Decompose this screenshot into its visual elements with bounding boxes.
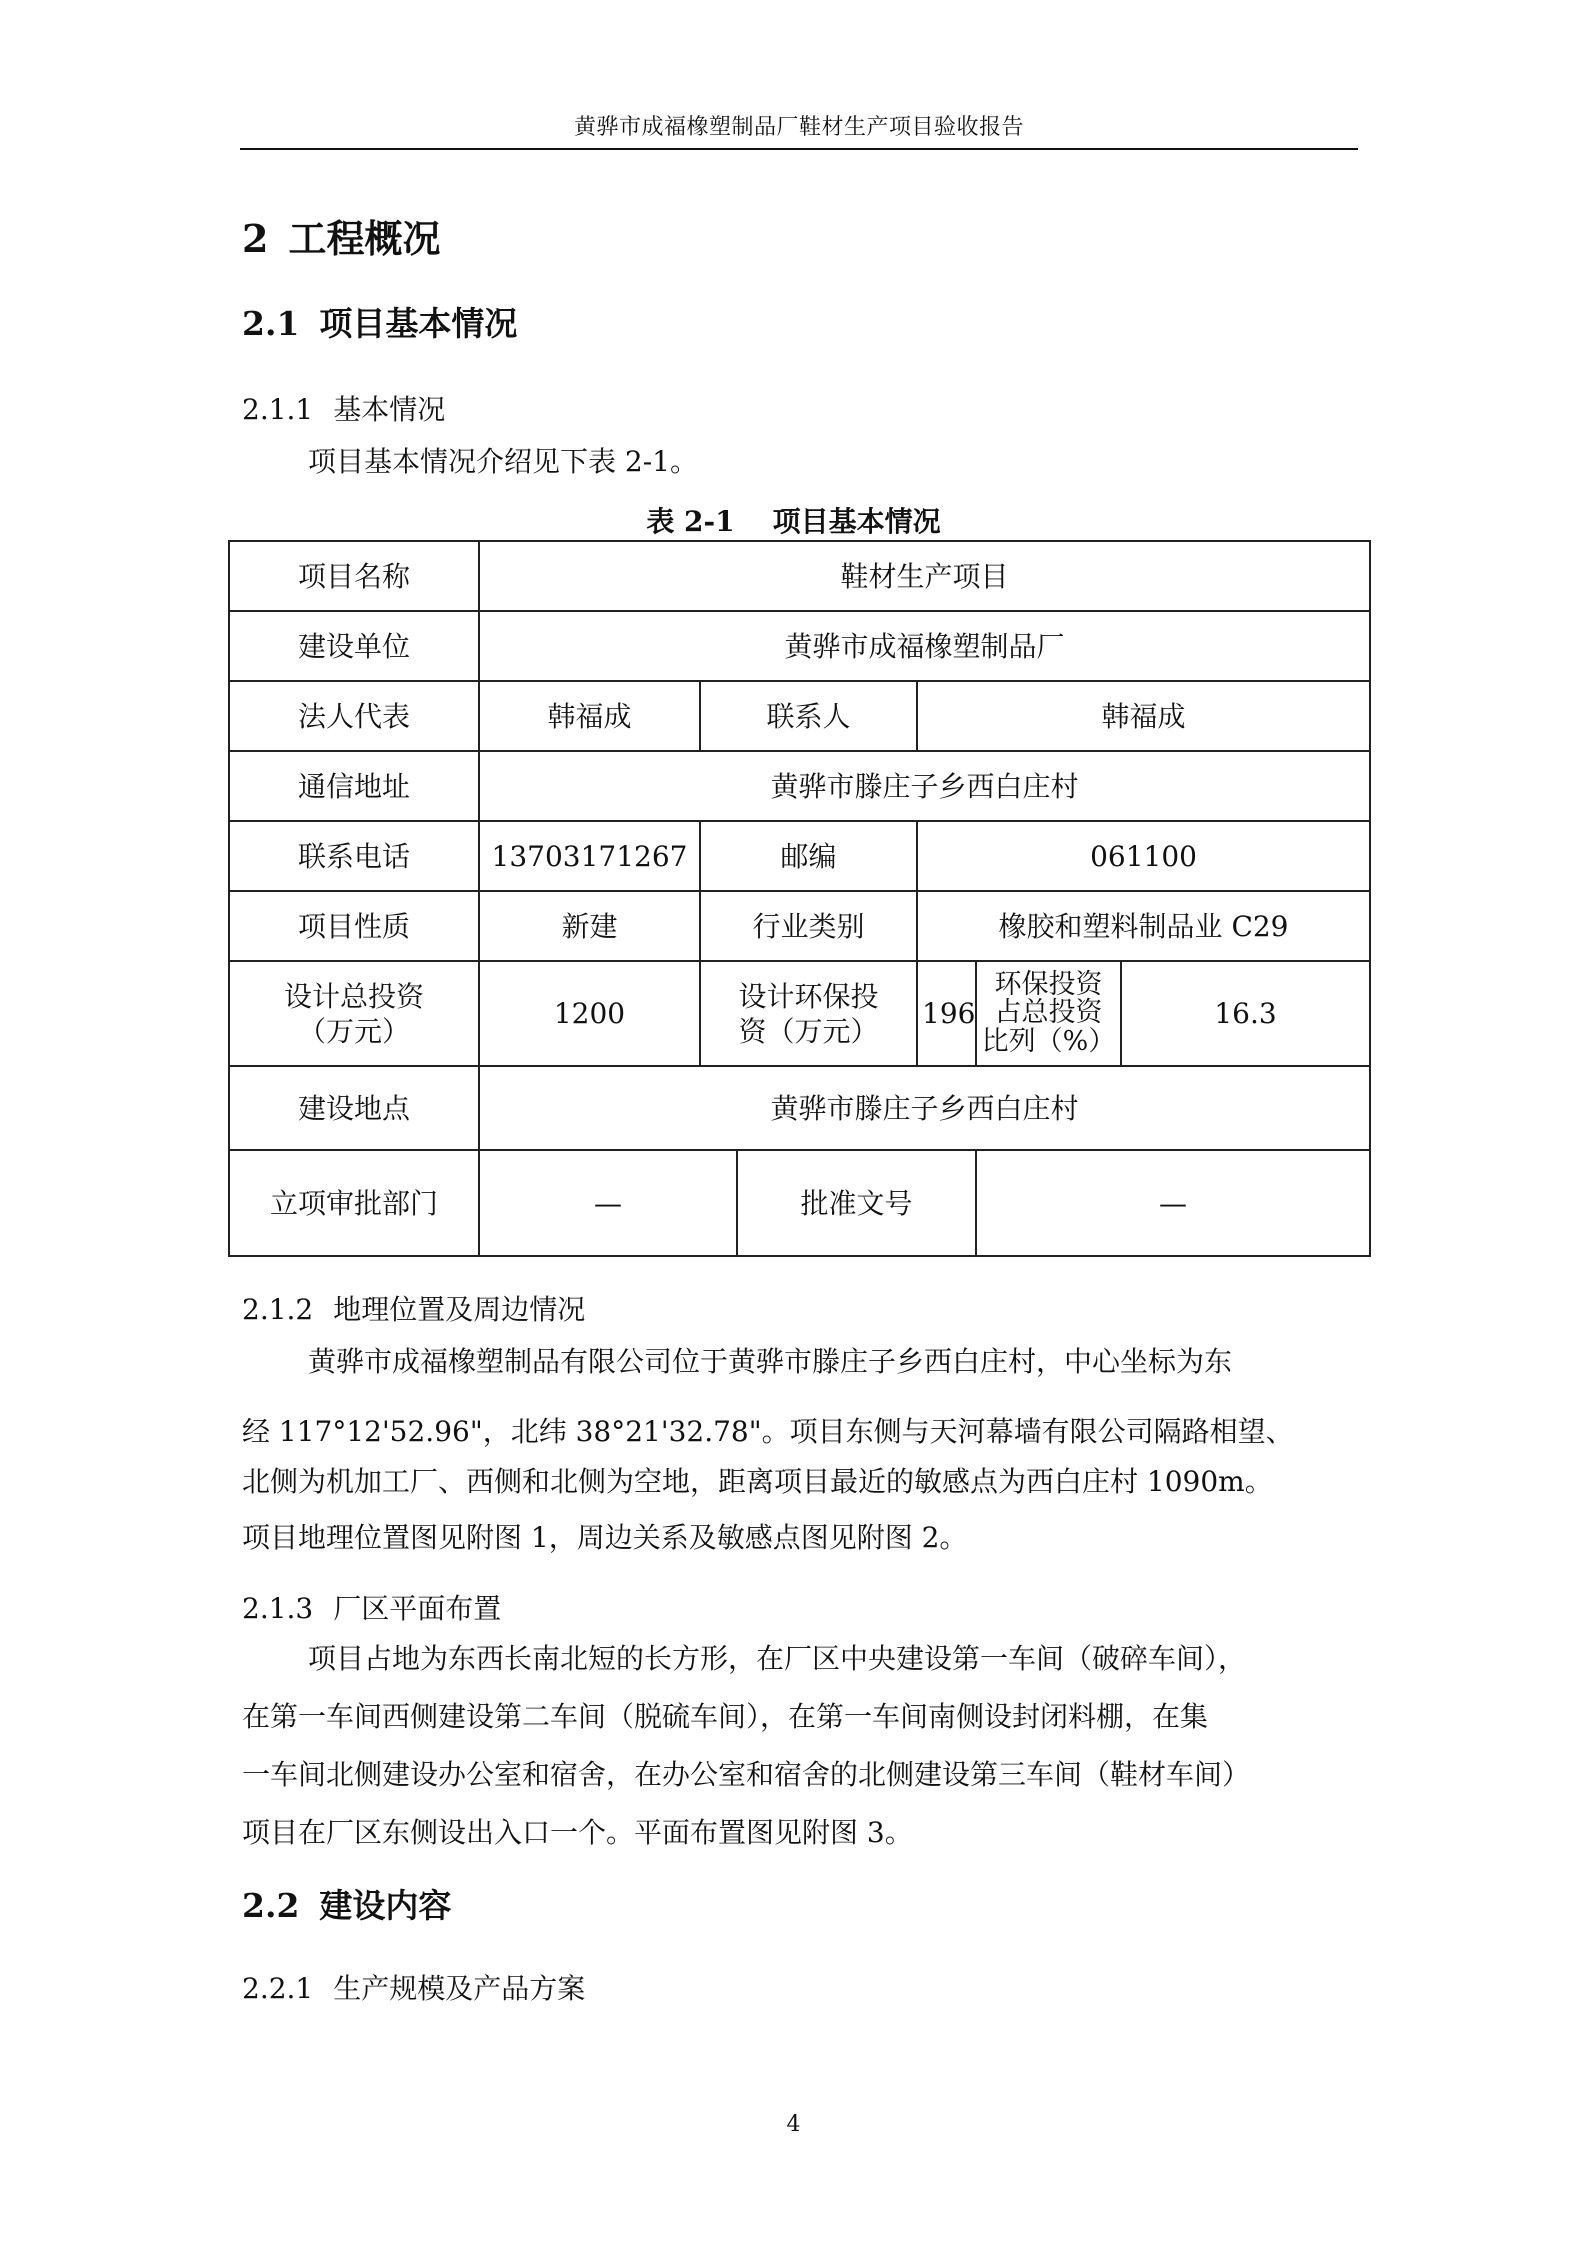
subsection-title: 地理位置及周边情况 — [333, 1293, 586, 1326]
table-label-cell: 立项审批部门 — [229, 1150, 479, 1256]
table-row — [229, 1150, 1370, 1256]
section-title: 项目基本情况 — [319, 304, 518, 343]
table-row — [229, 541, 1370, 611]
table-caption — [0, 500, 1587, 540]
paragraph-line: 项目地理位置图见附图 1，周边关系及敏感点图见附图 2。 — [242, 1521, 968, 1554]
chapter-title: 工程概况 — [288, 216, 441, 261]
table-value-cell: 韩福成 — [479, 681, 700, 751]
paragraph-line: 一车间北侧建设办公室和宿舍，在办公室和宿舍的北侧建设第三车间（鞋材车间） — [242, 1758, 1251, 1791]
table-row — [229, 821, 1370, 891]
table-caption-number: 表 2-1 — [646, 505, 735, 538]
subsection-number: 2.2.1 — [242, 1972, 314, 2005]
label-line: （万元） — [297, 1014, 410, 1048]
label-line: 占总投资 — [994, 997, 1103, 1029]
table-row — [229, 891, 1370, 961]
page-number: 4 — [786, 2112, 801, 2137]
table-value-cell: — — [976, 1150, 1370, 1256]
label-line: 资（万元） — [738, 1014, 879, 1048]
table-value-cell: 196 — [917, 961, 976, 1066]
chapter-heading — [242, 208, 440, 263]
chapter-number: 2 — [242, 216, 269, 261]
section-number: 2.2 — [242, 1886, 300, 1925]
subsection-title: 厂区平面布置 — [333, 1592, 502, 1625]
table-row — [229, 961, 1370, 1066]
label-line: 环保投资 — [994, 968, 1103, 1000]
table-label-cell: 通信地址 — [229, 751, 479, 821]
table-value-cell: 黄骅市成福橡塑制品厂 — [479, 611, 1370, 681]
subsection-title: 基本情况 — [333, 393, 446, 426]
label-line: 设计环保投 — [738, 979, 879, 1013]
table-value-cell: 黄骅市滕庄子乡西白庄村 — [479, 1066, 1370, 1150]
intro-paragraph: 项目基本情况介绍见下表 2-1。 — [308, 445, 698, 478]
paragraph-line: 在第一车间西侧建设第二车间（脱硫车间），在第一车间南侧设封闭料棚，在集 — [242, 1700, 1209, 1733]
paragraph-line: 项目占地为东西长南北短的长方形，在厂区中央建设第一车间（破碎车间）， — [308, 1642, 1247, 1675]
table-row — [229, 681, 1370, 751]
table-label-cell: 联系人 — [700, 681, 917, 751]
table-label-cell: 行业类别 — [700, 891, 917, 961]
table-caption-title: 项目基本情况 — [772, 505, 941, 538]
subsection-title: 生产规模及产品方案 — [333, 1972, 586, 2005]
table-row — [229, 751, 1370, 821]
table-value-cell: 韩福成 — [917, 681, 1370, 751]
header-rule — [240, 148, 1358, 150]
project-basic-info-table — [228, 540, 1371, 1257]
table-label-cell — [976, 961, 1121, 1066]
paragraph-line: 经 117°12'52.96"，北纬 38°21'32.78"。项目东侧与天河幕墙有限公司隔路相望、 — [242, 1415, 1294, 1448]
table-label-cell: 建设地点 — [229, 1066, 479, 1150]
table-row — [229, 1066, 1370, 1150]
subsection-heading-2-1-1 — [242, 388, 445, 428]
label-line: 比列（%） — [981, 1025, 1116, 1057]
subsection-heading-2-2-1 — [242, 1967, 585, 2007]
table-label-cell: 法人代表 — [229, 681, 479, 751]
table-label-cell: 批准文号 — [737, 1150, 976, 1256]
paragraph-line: 黄骅市成福橡塑制品有限公司位于黄骅市滕庄子乡西白庄村，中心坐标为东 — [308, 1345, 1233, 1378]
table-label-cell: 项目名称 — [229, 541, 479, 611]
table-label-cell: 邮编 — [700, 821, 917, 891]
paragraph-line: 北侧为机加工厂、西侧和北侧为空地，距离项目最近的敏感点为西白庄村 1090m。 — [242, 1465, 1273, 1498]
table-value-cell: 橡胶和塑料制品业 C29 — [917, 891, 1370, 961]
table-value-cell: 1200 — [479, 961, 700, 1066]
section-heading-2-2 — [242, 1880, 451, 1927]
paragraph-line: 项目在厂区东侧设出入口一个。平面布置图见附图 3。 — [242, 1816, 913, 1849]
running-header: 黄骅市成福橡塑制品厂鞋材生产项目验收报告 — [573, 115, 1024, 140]
subsection-heading-2-1-2 — [242, 1288, 585, 1328]
table-value-cell: 新建 — [479, 891, 700, 961]
table-value-cell: 黄骅市滕庄子乡西白庄村 — [479, 751, 1370, 821]
section-heading-2-1 — [242, 298, 517, 345]
label-line: 设计总投资 — [283, 979, 424, 1013]
subsection-heading-2-1-3 — [242, 1587, 501, 1627]
table-label-cell: 项目性质 — [229, 891, 479, 961]
table-label-cell — [700, 961, 917, 1066]
section-title: 建设内容 — [319, 1886, 452, 1925]
table-row — [229, 611, 1370, 681]
table-value-cell: 鞋材生产项目 — [479, 541, 1370, 611]
table-value-cell: 061100 — [917, 821, 1370, 891]
table-value-cell: — — [479, 1150, 737, 1256]
subsection-number: 2.1.3 — [242, 1592, 314, 1625]
section-number: 2.1 — [242, 304, 300, 343]
subsection-number: 2.1.2 — [242, 1293, 314, 1326]
table-label-cell: 联系电话 — [229, 821, 479, 891]
subsection-number: 2.1.1 — [242, 393, 314, 426]
table-value-cell: 13703171267 — [479, 821, 700, 891]
table-label-cell: 建设单位 — [229, 611, 479, 681]
table-value-cell: 16.3 — [1121, 961, 1370, 1066]
table-label-cell — [229, 961, 479, 1066]
